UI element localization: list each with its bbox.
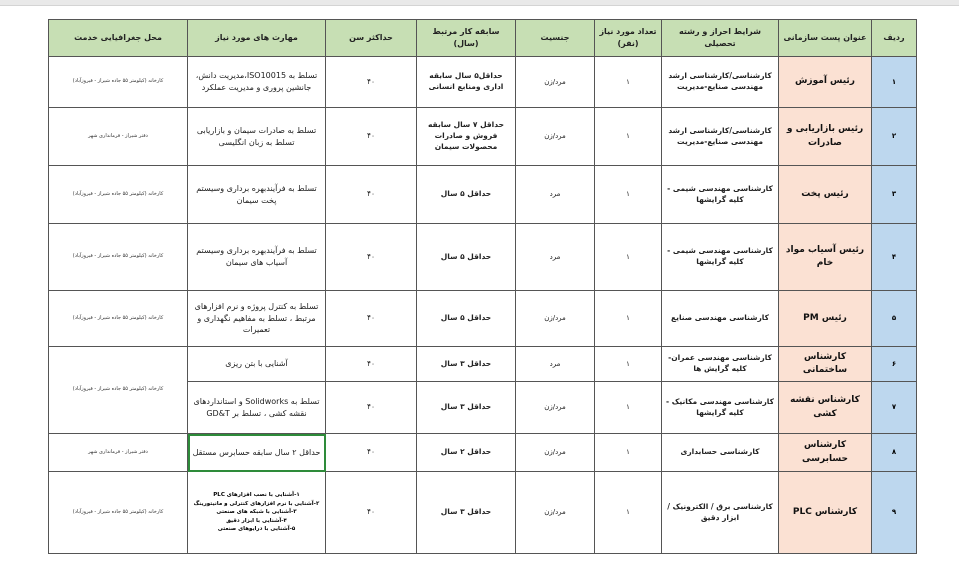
position-title[interactable]: کارشناس نقشه کشی [779, 382, 872, 434]
row-number[interactable]: ۴ [872, 224, 917, 291]
age-cell[interactable]: ۴۰ [326, 347, 417, 382]
education-cell[interactable]: کارشناسی مهندسی شیمی - کلیه گرایشها [662, 224, 779, 291]
table-row [49, 472, 917, 554]
header-education[interactable]: شرایط احراز و رشته تحصیلی [662, 20, 779, 57]
header-age[interactable]: حداکثر سن [326, 20, 417, 57]
position-title[interactable]: رئیس بازاریابی و صادرات [779, 108, 872, 166]
location-cell[interactable]: کارخانه (کیلومتر ۵۵ جاده شیراز - فیروزآباد) [49, 291, 188, 347]
count-cell[interactable]: ۱ [595, 57, 662, 108]
gender-cell[interactable]: مرد/زن [516, 472, 595, 554]
education-cell[interactable]: کارشناسی حسابداری [662, 434, 779, 472]
count-cell[interactable]: ۱ [595, 224, 662, 291]
location-cell[interactable]: کارخانه (کیلومتر ۵۵ جاده شیراز - فیروزآباد) [49, 472, 188, 554]
count-cell[interactable]: ۱ [595, 382, 662, 434]
row-number[interactable]: ۲ [872, 108, 917, 166]
count-cell[interactable]: ۱ [595, 347, 662, 382]
row-number[interactable]: ۵ [872, 291, 917, 347]
location-cell[interactable]: کارخانه (کیلومتر ۵۵ جاده شیراز - فیروزآباد) [49, 57, 188, 108]
count-cell[interactable]: ۱ [595, 108, 662, 166]
count-cell[interactable]: ۱ [595, 472, 662, 554]
age-cell[interactable]: ۴۰ [326, 291, 417, 347]
age-cell[interactable]: ۴۰ [326, 57, 417, 108]
row-number[interactable]: ۳ [872, 166, 917, 224]
skills-cell[interactable]: تسلط به Solidworks و استانداردهای نقشه کشی ، تسلط بر GD&T [188, 382, 326, 434]
position-title[interactable]: رئیس پخت [779, 166, 872, 224]
skills-cell[interactable]: آشنایی با بتن ریزی [188, 347, 326, 382]
header-count[interactable]: تعداد مورد نیاز (نفر) [595, 20, 662, 57]
skills-cell-list[interactable] [188, 472, 326, 554]
experience-cell[interactable]: حداقل۵ سال سابقه اداری ومنابع انسانی [417, 57, 516, 108]
age-cell[interactable]: ۴۰ [326, 166, 417, 224]
gender-cell[interactable]: مرد [516, 224, 595, 291]
header-title[interactable]: عنوان پست سازمانی [779, 20, 872, 57]
education-cell[interactable]: کارشناسی مهندسی شیمی - کلیه گرایشها [662, 166, 779, 224]
age-cell[interactable]: ۴۰ [326, 224, 417, 291]
gender-cell[interactable]: مرد/زن [516, 57, 595, 108]
row-number[interactable]: ۷ [872, 382, 917, 434]
location-cell[interactable]: دفتر شیراز - فرمانداری شهر [49, 434, 188, 472]
location-cell[interactable]: کارخانه (کیلومتر ۵۵ جاده شیراز - فیروزآباد) [49, 166, 188, 224]
count-cell[interactable]: ۱ [595, 434, 662, 472]
table-row [49, 166, 917, 224]
education-cell[interactable]: کارشناسی مهندسی عمران-کلیه گرایش ها [662, 347, 779, 382]
row-number[interactable]: ۹ [872, 472, 917, 554]
experience-cell[interactable]: حداقل ۲ سال [417, 434, 516, 472]
header-gender[interactable]: جنسیت [516, 20, 595, 57]
education-cell[interactable]: کارشناسی برق / الکترونیک / ابزار دقیق [662, 472, 779, 554]
table-row [49, 347, 917, 382]
skills-cell[interactable]: تسلط به ISO10015،مدیریت دانش، جانشین پروری و مدیریت عملکرد [188, 57, 326, 108]
count-cell[interactable]: ۱ [595, 291, 662, 347]
skill-item: ۳-آشنایی با شبکه های صنعتی [216, 509, 297, 516]
skill-item: ۱-آشنایی با نصب افزارهای PLC [213, 492, 300, 499]
skill-item: ۲-آشنایی با نرم افزارهای کنترلی و مانیتورینگ [193, 500, 320, 507]
education-cell[interactable]: کارشناسی مهندسی مکانیک - کلیه گرایشها [662, 382, 779, 434]
position-title[interactable]: رئیس آموزش [779, 57, 872, 108]
gender-cell[interactable]: مرد/زن [516, 108, 595, 166]
experience-cell[interactable]: حداقل ۵ سال [417, 166, 516, 224]
skills-cell-selected[interactable]: حداقل ۲ سال سابقه حسابرس مستقل [188, 434, 326, 472]
gender-cell[interactable]: مرد/زن [516, 291, 595, 347]
table-row [49, 291, 917, 347]
table-row [49, 224, 917, 291]
age-cell[interactable]: ۴۰ [326, 108, 417, 166]
location-cell[interactable]: دفتر شیراز - فرمانداری شهر [49, 108, 188, 166]
gender-cell[interactable]: مرد [516, 166, 595, 224]
age-cell[interactable]: ۴۰ [326, 382, 417, 434]
position-title[interactable]: کارشناس ساختمانی [779, 347, 872, 382]
sheet-top-edge [0, 0, 959, 6]
position-title[interactable]: رئیس آسیاب مواد خام [779, 224, 872, 291]
education-cell[interactable]: کارشناسی/کارشناسی ارشد مهندسی صنایع-مدیریت [662, 57, 779, 108]
skill-item: ۵-آشنایی با درایوهای صنعتی [217, 526, 296, 533]
experience-cell[interactable]: حداقل ۳ سال [417, 382, 516, 434]
experience-cell[interactable]: حداقل ۳ سال [417, 347, 516, 382]
row-number[interactable]: ۸ [872, 434, 917, 472]
header-row [49, 20, 917, 57]
gender-cell[interactable]: مرد [516, 347, 595, 382]
skills-cell[interactable]: تسلط به کنترل پروژه و نرم افزارهای مرتبط ، تسلط به مفاهیم نگهداری و تعمیرات [188, 291, 326, 347]
skills-cell[interactable]: تسلط به فرآیندبهره برداری وسیستم آسیاب های سیمان [188, 224, 326, 291]
experience-cell[interactable]: حداقل ۵ سال [417, 291, 516, 347]
job-positions-table [48, 19, 917, 554]
row-number[interactable]: ۱ [872, 57, 917, 108]
table-row [49, 434, 917, 472]
position-title[interactable]: کارشناس حسابرسی [779, 434, 872, 472]
experience-cell[interactable]: حداقل ۷ سال سابقه فروش و صادرات محصولات سیمان [417, 108, 516, 166]
education-cell[interactable]: کارشناسی/کارشناسی ارشد مهندسی صنایع-مدیریت [662, 108, 779, 166]
header-rownum[interactable]: ردیف [872, 20, 917, 57]
location-cell[interactable]: کارخانه (کیلومتر ۵۵ جاده شیراز - فیروزآباد) [49, 347, 188, 434]
skill-item: ۴-آشنایی با ابزار دقیق [226, 517, 287, 524]
count-cell[interactable]: ۱ [595, 166, 662, 224]
position-title[interactable]: کارشناس PLC [779, 472, 872, 554]
age-cell[interactable]: ۴۰ [326, 434, 417, 472]
table-row [49, 108, 917, 166]
position-title[interactable]: رئیس PM [779, 291, 872, 347]
experience-cell[interactable]: حداقل ۳ سال [417, 472, 516, 554]
gender-cell[interactable]: مرد/زن [516, 382, 595, 434]
row-number[interactable]: ۶ [872, 347, 917, 382]
skills-cell[interactable]: تسلط به فرآیندبهره برداری وسیستم پخت سیمان [188, 166, 326, 224]
header-experience[interactable]: سابقه کار مرتبط (سال) [417, 20, 516, 57]
header-location[interactable]: محل جغرافیایی خدمت [49, 20, 188, 57]
experience-cell[interactable]: حداقل ۵ سال [417, 224, 516, 291]
gender-cell[interactable]: مرد/زن [516, 434, 595, 472]
education-cell[interactable]: کارشناسی مهندسی صنایع [662, 291, 779, 347]
skills-cell[interactable]: تسلط به صادرات سیمان و بازاریابی تسلط به زبان انگلیسی [188, 108, 326, 166]
table-row [49, 57, 917, 108]
header-skills[interactable]: مهارت های مورد نیاز [188, 20, 326, 57]
age-cell[interactable]: ۴۰ [326, 472, 417, 554]
location-cell[interactable]: کارخانه (کیلومتر ۵۵ جاده شیراز - فیروزآباد) [49, 224, 188, 291]
